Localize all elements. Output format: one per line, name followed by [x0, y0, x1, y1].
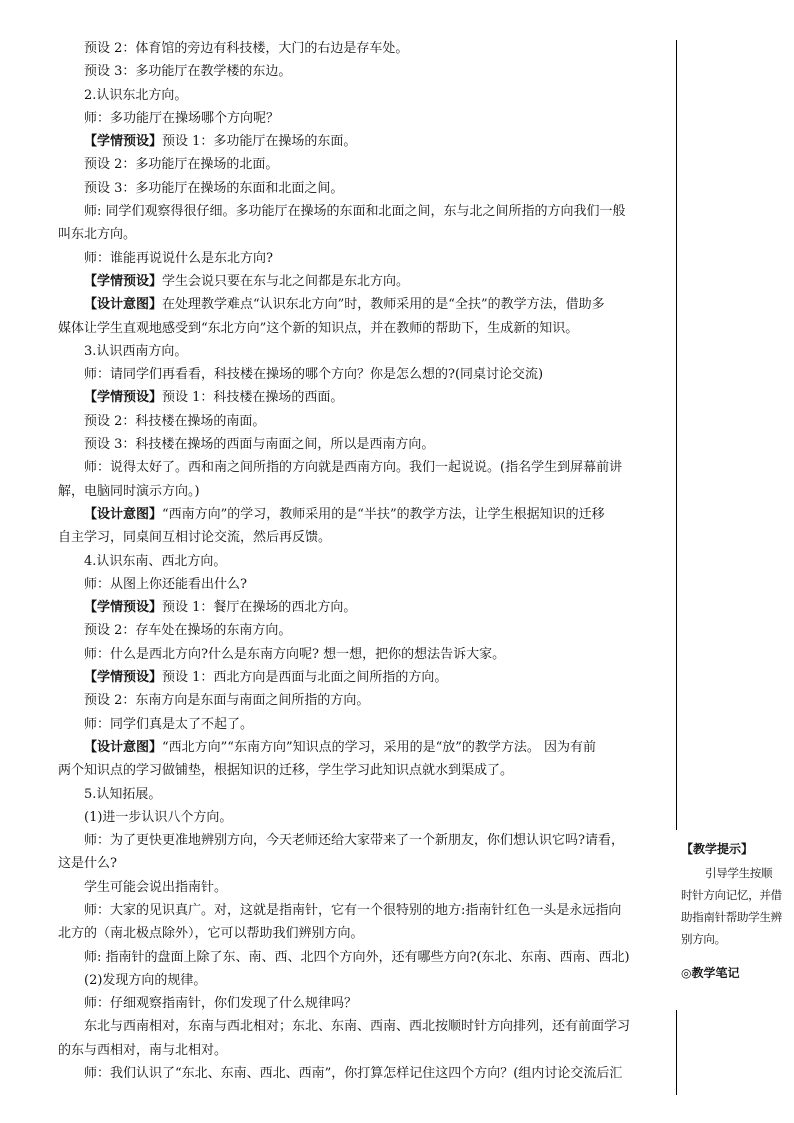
text-line — [58, 596, 668, 619]
line-text: 2.认识东北方向。 — [84, 87, 188, 103]
line-text: 预设 1：科技楼在操场的西面。 — [162, 390, 344, 406]
line-text: 的东与西相对，南与北相对。 — [58, 1042, 228, 1058]
text-line — [58, 130, 668, 153]
section-tag: 【设计意图】 — [84, 297, 163, 313]
text-line — [58, 573, 668, 596]
text-line — [58, 783, 668, 806]
line-text: 预设 1：餐厅在操场的西北方向。 — [162, 600, 357, 616]
text-line — [58, 60, 668, 83]
text-line — [58, 876, 668, 899]
text-line — [58, 456, 668, 479]
text-line — [58, 37, 668, 60]
line-text: 预设 3：多功能厅在操场的东面和北面之间。 — [84, 180, 344, 196]
text-line — [58, 899, 668, 922]
line-text: (2)发现方向的规律。 — [84, 972, 207, 988]
line-text: 预设 3：科技楼在操场的西面与南面之间，所以是西南方向。 — [84, 437, 435, 453]
text-line — [58, 270, 668, 293]
line-text: 师：同学们真是太了不起了。 — [84, 716, 254, 732]
line-text: 师：为了更快更准地辨别方向，今天老师还给大家带来了一个新朋友，你们想认识它吗?请看， — [84, 833, 624, 849]
text-line — [58, 153, 668, 176]
line-text: 预设 1：多功能厅在操场的东面。 — [162, 134, 357, 150]
text-line — [58, 363, 668, 386]
line-text: 学生可能会说出指南针。 — [84, 879, 228, 895]
text-line — [58, 992, 668, 1015]
text-line — [58, 223, 668, 246]
text-line — [58, 643, 668, 666]
text-line — [58, 340, 668, 363]
line-text: 3.认识西南方向。 — [84, 343, 188, 359]
section-tag: 【学情预设】 — [84, 390, 163, 406]
line-text: “西南方向”的学习，教师采用的是“半扶”的教学方法，让学生根据知识的迁移 — [162, 506, 605, 522]
text-line — [58, 852, 668, 875]
teaching-notes-heading: ◎教学笔记 — [681, 966, 740, 980]
teaching-tip-body: 引导学生按顺时针方向记忆，并借助指南针帮助学生辨别方向。 — [681, 866, 782, 946]
line-text: 师: 同学们观察得很仔细。多功能厅在操场的东面和北面之间，东与北之间所指的方向我们一般 — [84, 204, 626, 220]
teaching-sidebar — [681, 840, 783, 982]
text-line — [58, 666, 668, 689]
text-line — [58, 1015, 668, 1038]
text-line — [58, 619, 668, 642]
line-text: 预设 2：体育馆的旁边有科技楼，大门的右边是存车处。 — [84, 41, 409, 56]
text-line — [58, 293, 668, 316]
text-line — [58, 480, 668, 503]
line-text: 预设 1：西北方向是西面与北面之间所指的方向。 — [162, 670, 448, 686]
line-text: 北方的（南北极点除外），它可以帮助我们辨别方向。 — [58, 926, 364, 942]
line-text: (1)进一步认识八个方向。 — [84, 809, 233, 825]
line-text: 师: 指南针的盘面上除了东、南、西、北四个方向外，还有哪些方向?(东北、东南、西南、西北) — [84, 949, 630, 965]
text-line — [58, 200, 668, 223]
text-line — [58, 526, 668, 549]
line-text: 4.认识东南、西北方向。 — [84, 553, 227, 569]
line-text: 师：大家的见识真广。对，这就是指南针，它有一个很特别的地方:指南针红色一头是永远指向 — [84, 902, 622, 918]
line-text: 预设 3：多功能厅在教学楼的东边。 — [84, 64, 292, 80]
text-line — [58, 922, 668, 945]
text-line — [58, 177, 668, 200]
line-text: 学生会说只要在东与北之间都是东北方向。 — [162, 273, 410, 289]
line-text: 媒体让学生直观地感受到“东北方向”这个新的知识点，并在教师的帮助下，生成新的知识。 — [58, 320, 579, 336]
column-divider-top — [676, 40, 677, 830]
text-line — [58, 433, 668, 456]
text-line — [58, 84, 668, 107]
text-line — [58, 1039, 668, 1062]
text-line — [58, 736, 668, 759]
line-text: 5.认知拓展。 — [84, 786, 162, 802]
text-line — [58, 247, 668, 270]
text-line — [58, 107, 668, 130]
line-text: 两个知识点的学习做铺垫，根据知识的迁移，学生学习此知识点就水到渠成了。 — [58, 763, 514, 779]
text-line — [58, 317, 668, 340]
text-line — [58, 806, 668, 829]
text-line — [58, 503, 668, 526]
text-line — [58, 550, 668, 573]
line-text: 自主学习，同桌间互相讨论交流，然后再反馈。 — [58, 530, 332, 546]
line-text: 师：请同学们再看看，科技楼在操场的哪个方向？你是怎么想的?(同桌讨论交流) — [84, 367, 544, 383]
section-tag: 【学情预设】 — [84, 273, 163, 289]
text-line — [58, 759, 668, 782]
line-text: 师：什么是西北方向?什么是东南方向呢? 想一想，把你的想法告诉大家。 — [84, 646, 506, 662]
line-text: 师：我们认识了“东北、东南、西北、西南”，你打算怎样记住这四个方向？(组内讨论交流后汇 — [84, 1066, 623, 1082]
line-text: 在处理教学难点“认识东北方向”时，教师采用的是“全扶”的教学方法，借助多 — [162, 297, 605, 313]
text-line — [58, 386, 668, 409]
text-line — [58, 829, 668, 852]
line-text: 预设 2：科技楼在操场的南面。 — [84, 413, 266, 429]
line-text: 预设 2：存车处在操场的东南方向。 — [84, 623, 292, 639]
line-text: 预设 2：多功能厅在操场的北面。 — [84, 157, 279, 173]
line-text: 师：多功能厅在操场哪个方向呢？ — [84, 110, 280, 126]
line-text: 师：仔细观察指南针，你们发现了什么规律吗？ — [84, 996, 358, 1012]
text-line — [58, 410, 668, 433]
line-text: 叫东北方向。 — [58, 227, 137, 243]
line-text: 东北与西南相对，东南与西北相对；东北、东南、西南、西北按顺时针方向排列，还有前面学习 — [84, 1019, 631, 1035]
line-text: 师：谁能再说说什么是东北方向? — [84, 250, 273, 266]
text-line — [58, 713, 668, 736]
line-text: 这是什么? — [58, 856, 117, 872]
line-text: 解，电脑同时演示方向。) — [58, 483, 200, 499]
text-line — [58, 969, 668, 992]
section-tag: 【学情预设】 — [84, 600, 163, 616]
line-text: 预设 2：东南方向是东面与南面之间所指的方向。 — [84, 693, 370, 709]
text-line — [58, 946, 668, 969]
teaching-tip-heading: 【教学提示】 — [681, 842, 754, 856]
line-text: “西北方向”“东南方向”知识点的学习，采用的是“放”的教学方法。 因为有前 — [162, 739, 597, 755]
lesson-text — [58, 37, 668, 1085]
line-text: 师：从图上你还能看出什么? — [84, 576, 247, 592]
section-tag: 【设计意图】 — [84, 739, 163, 755]
column-divider-bottom — [676, 1010, 677, 1095]
text-line — [58, 689, 668, 712]
section-tag: 【设计意图】 — [84, 506, 163, 522]
section-tag: 【学情预设】 — [84, 134, 163, 150]
section-tag: 【学情预设】 — [84, 670, 163, 686]
line-text: 师：说得太好了。西和南之间所指的方向就是西南方向。我们一起说说。(指名学生到屏幕前讲 — [84, 460, 623, 476]
text-line — [58, 1062, 668, 1085]
